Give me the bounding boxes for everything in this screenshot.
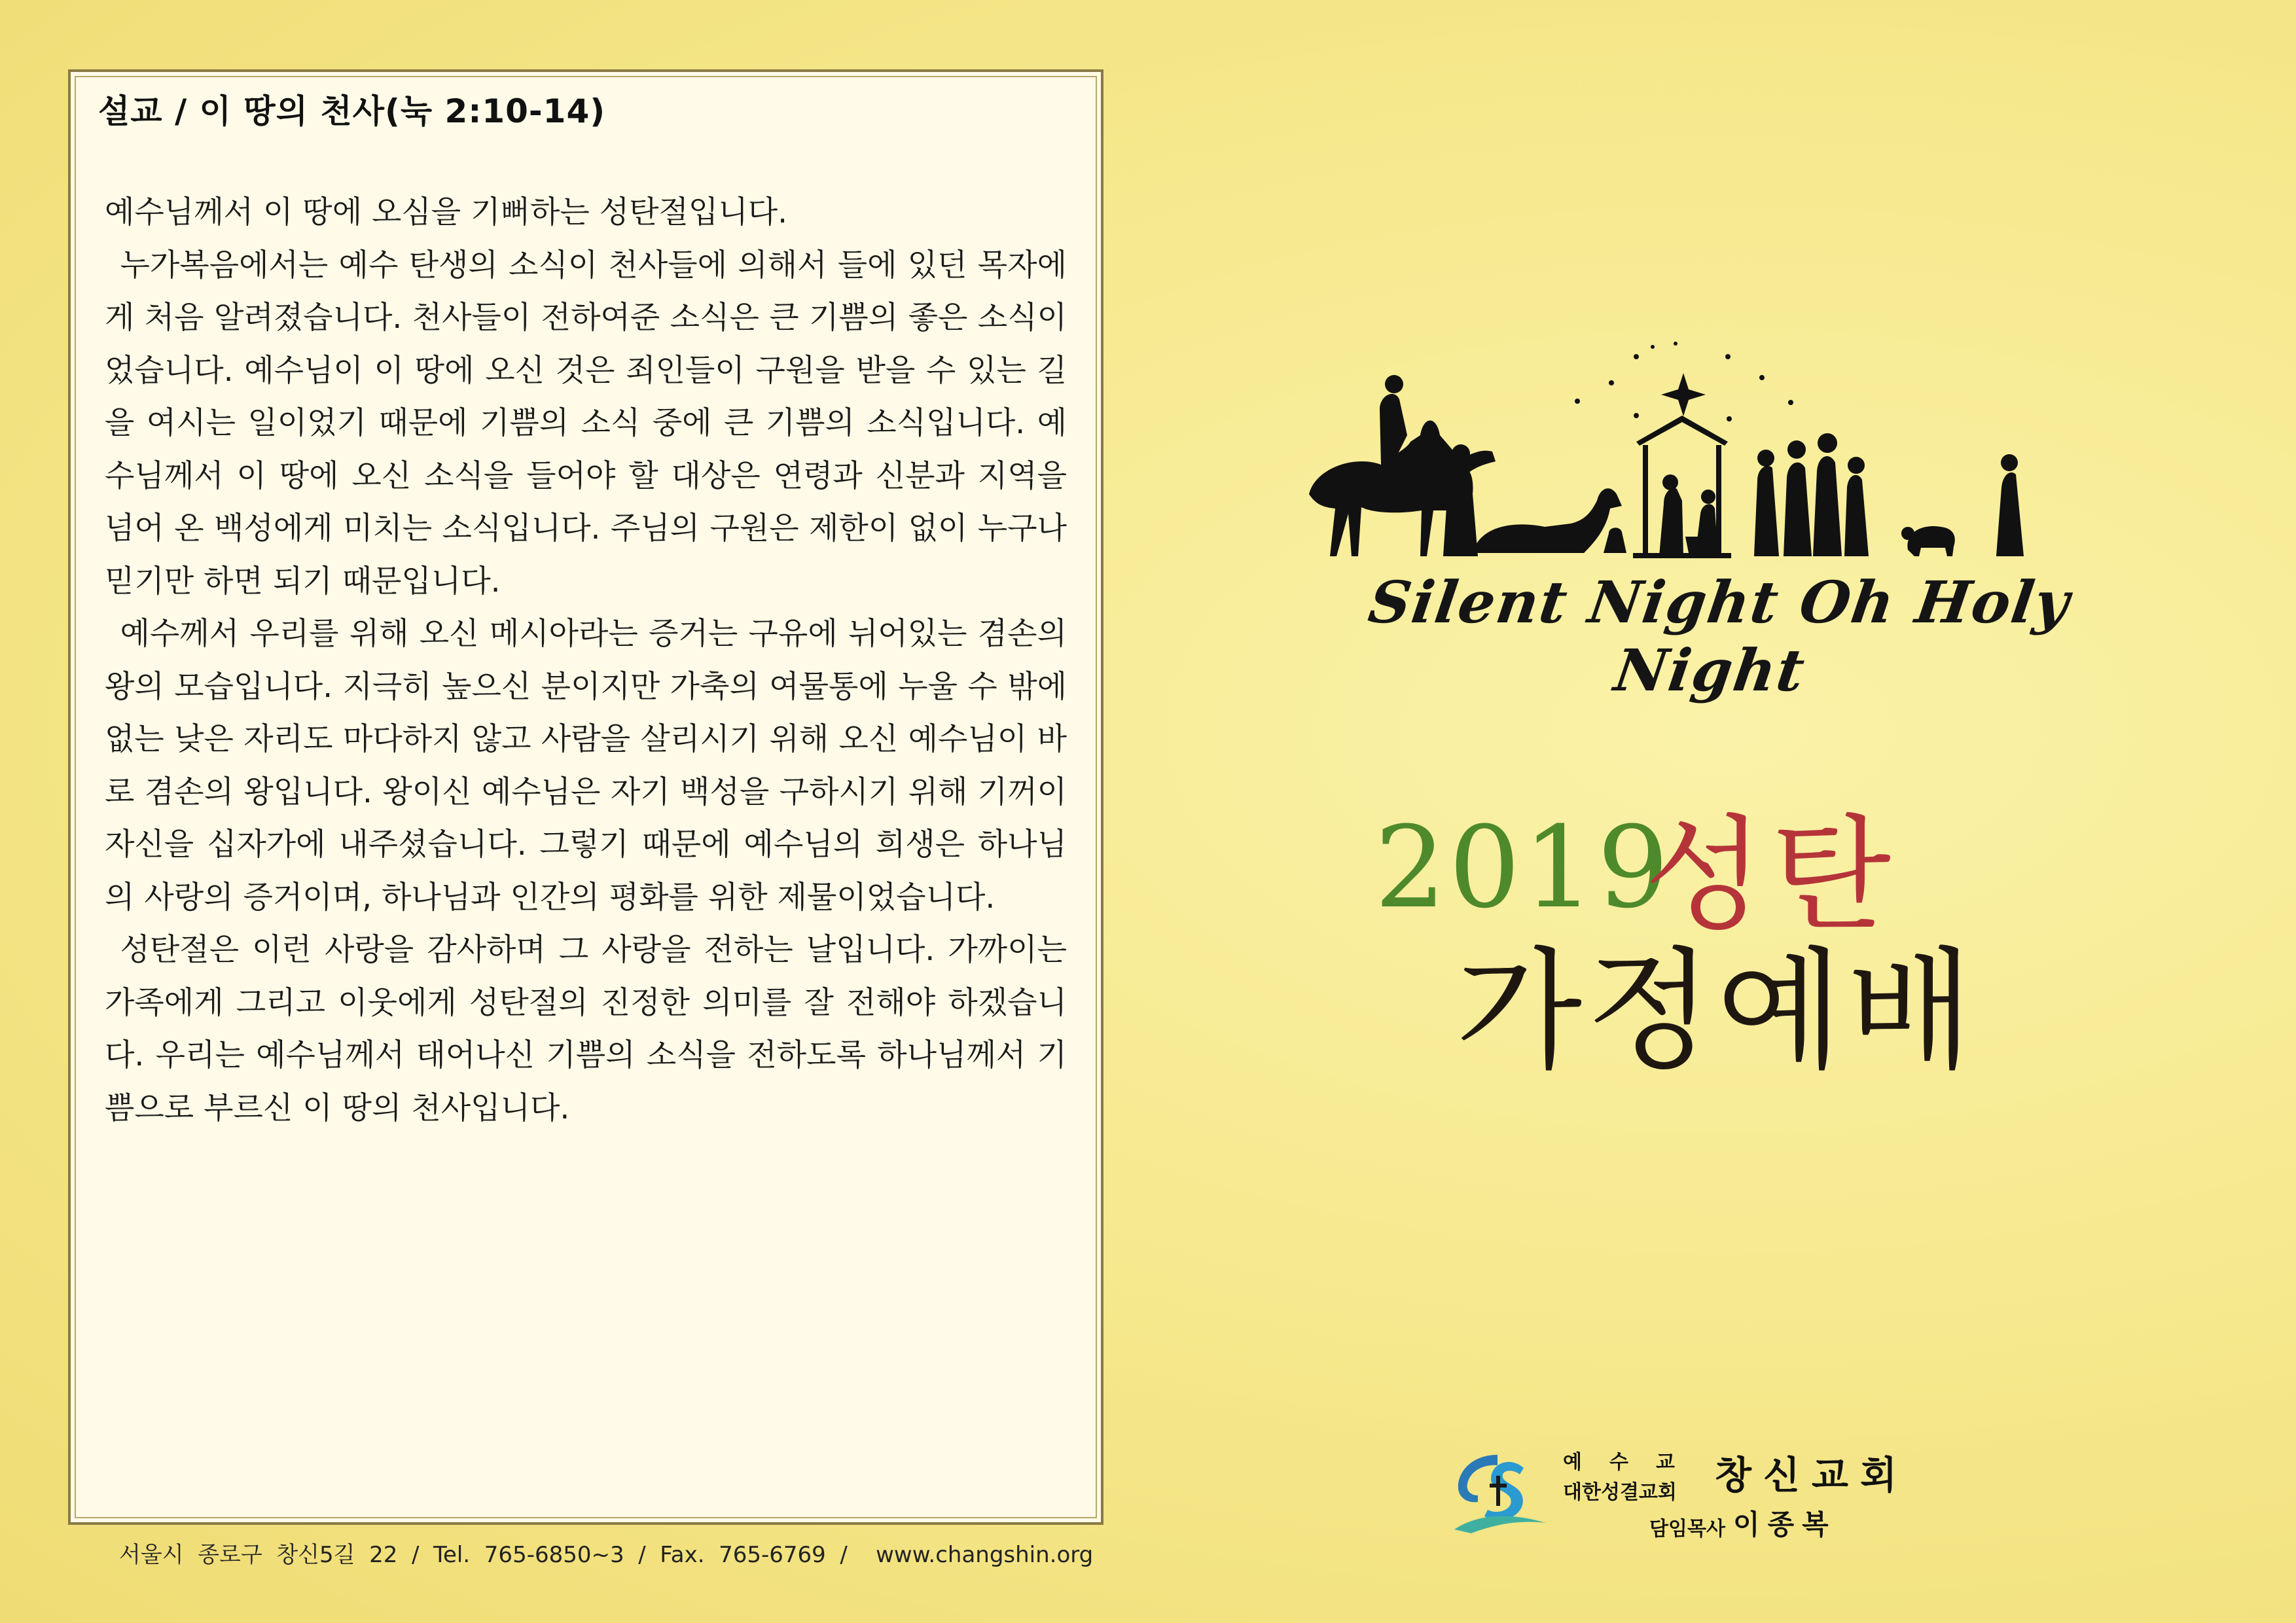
sermon-paragraph: 누가복음에서는 예수 탄생의 소식이 천사들에 의해서 들에 있던 목자에게 처음 알려졌습니다. 천사들이 전하여준 소식은 큰 기쁨의 좋은 소식이었습니다. 예수님이 이 땅에 오신 것은 죄인들이 구원을 받을 수 있는 길을 여시는 일이었기 때문에 기쁨의 소식 중에 큰 기쁨의 소식입니다. 예수님께서 이 땅에 오신 소식을 들어야 할 대상은 연령과 신분과 지역을 넘어 온 백성에게 미치는 소식입니다. 주님의 구원은 제한이 없이 누구나 믿기만 하면 되기 때문입니다. <box>105 247 1067 599</box>
sermon-paragraph: 예수께서 우리를 위해 오신 메시아라는 증거는 구유에 뉘어있는 겸손의 왕의 모습입니다. 지극히 높으신 분이지만 가축의 여물통에 누울 수 밖에 없는 낮은 자리도 마다하지 않고 사람을 살리시기 위해 오신 예수님이 바로 겸손의 왕입니다. 왕이신 예수님은 자기 백성을 구하시기 위해 기꺼이 자신을 십자가에 내주셨습니다. 그렇기 때문에 예수님의 희생은 하나님의 사랑의 증거이며, 하나님과 인간의 평화를 위한 제물이었습니다. <box>105 616 1067 916</box>
sermon-paragraph: 성탄절은 이런 사랑을 감사하며 그 사랑을 전하는 날입니다. 가까이는 가족에게 그리고 이웃에게 성탄절의 진정한 의미를 잘 전해야 하겠습니다. 우리는 예수님께서 태어나신 기쁨의 소식을 전하도록 하나님께서 기쁨으로 부르신 이 땅의 천사입니다. <box>105 932 1067 1126</box>
church-denomination: 대한성결교회 <box>1563 1481 1677 1504</box>
church-name: 창신교회 <box>1715 1453 1909 1497</box>
title-seongtan: 성탄 <box>1644 803 1898 948</box>
silent-night-script-title: Silent Night Oh Holy Night <box>1364 568 2075 704</box>
sermon-body <box>105 187 1067 1135</box>
footer-address: 서울시 종로구 창신5길 22 / Tel. 765-6850~3 / Fax. 765-6769 / www.changshin.org <box>119 1542 1094 1568</box>
church-info <box>1452 1443 1923 1541</box>
church-denomination-top: 예수교 <box>1563 1451 1702 1474</box>
church-logo-icon <box>1452 1450 1549 1536</box>
sermon-title: 설교 / 이 땅의 천사(눅 2:10-14) <box>98 92 606 130</box>
pastor-role: 담임목사 <box>1649 1518 1725 1541</box>
pastor-name: 이종복 <box>1733 1508 1837 1541</box>
nativity-silhouette-illustration <box>1296 337 2055 560</box>
title-year: 2019 <box>1374 802 1672 933</box>
cover-title <box>1374 776 2029 1088</box>
title-family-worship: 가정예배 <box>1456 935 1977 1088</box>
sermon-paragraph: 예수님께서 이 땅에 오심을 기뻐하는 성탄절입니다. <box>105 194 788 230</box>
